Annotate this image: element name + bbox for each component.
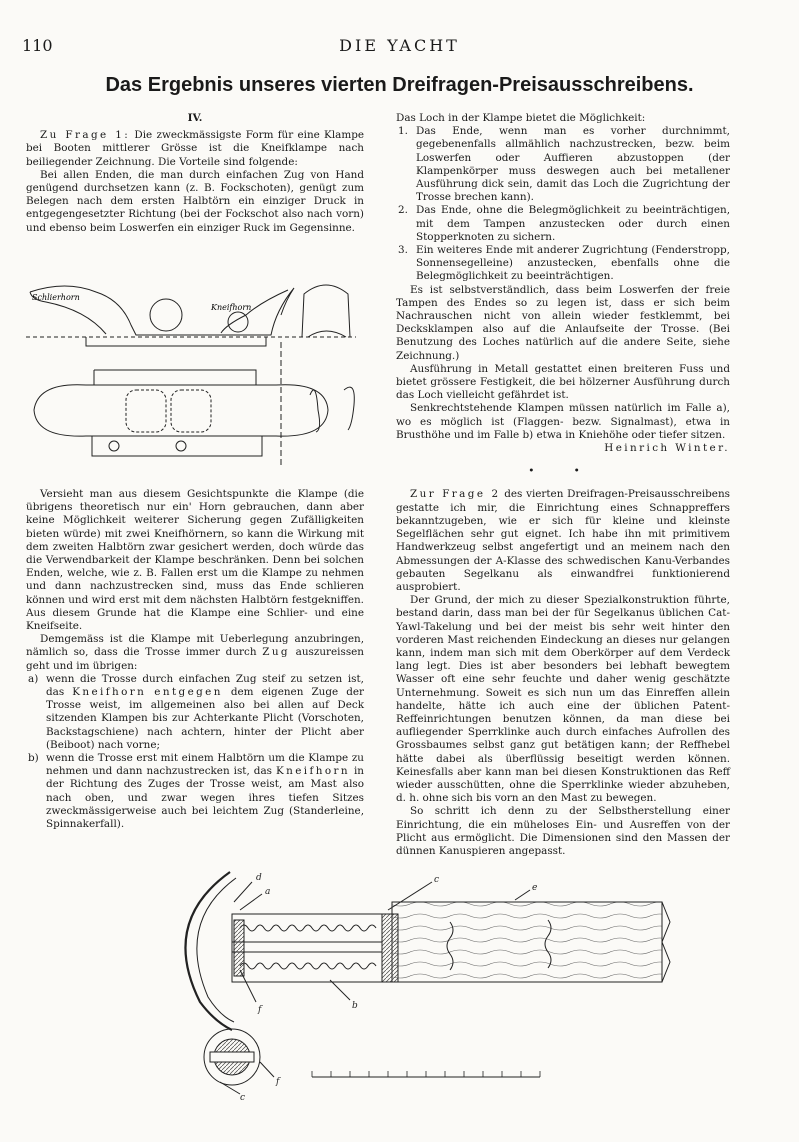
mounting-text-a: Demgemäss ist die Klampe mit Ueberlegung anzubringen, nämlich so, dass die Trosse immer durch	[26, 633, 364, 659]
reason-paragraph: Der Grund, der mich zu dieser Spezialkonstruktion führte, bestand darin, dass man bei der für Segelkanus üblichen Cat-Yawl-Takelung und bei der meist bis sehr weit hinter den vorderen Mast reichenden Eindeckung an dieses nur gelangen kann, indem man sich mit dem Oberkörper auf dem Verdeck lang legt. Dies ist aber besonders bei lebhaft bewegtem Wasser oft eine sehr feuchte und daher wenig geschätzte Unternehmung. Soweit es sich nun um das Einreffen allein handelte, hätte ich auch eine der üblichen Patent-Reffeinrichtungen benutzen können, da man diese bei aufliegender Sperrklinke auch durch einfaches Aufrollen des Grossbaumes selbst ganz gut betätigen kann; der Reffhebel hätte dabei als überflüssig beseitigt werden können. Keinesfalls aber kann man bei diesen Konstruktionen das Reff wieder ausschütten, ohne die Sperrklinke wieder abzuheben, d. h. ohne sich bis vorn an den Mast zu bewegen.	[396, 594, 730, 805]
hole-option-mark: 1.	[398, 125, 408, 138]
construction-paragraph: So schritt ich denn zu der Selbstherstellung einer Einrichtung, die ein müheloses Ein- und Ausreffen von der Plicht aus ermöglicht. Die Dimensionen sind den Massen der dünnen Kanuspieren angepasst.	[396, 805, 730, 857]
label-a: a	[265, 887, 271, 897]
case-a-kneifhorn: Kneifhorn	[72, 686, 147, 699]
hole-options-list	[396, 125, 730, 283]
hole-option	[396, 244, 730, 284]
running-title: DIE YACHT	[339, 36, 460, 55]
case-a	[26, 673, 364, 752]
article-headline: Das Ergebnis unseres vierten Dreifragen-Preisausschreibens.	[105, 74, 694, 96]
hole-option	[396, 125, 730, 204]
question-1-paragraph	[26, 129, 364, 169]
case-a-entgegen: entgegen	[154, 686, 223, 699]
page-number: 110	[22, 36, 53, 55]
question-1-label: Zu Frage 1:	[40, 129, 131, 142]
schlierhorn-label: Schlierhorn	[32, 293, 80, 302]
metal-paragraph: Ausführung in Metall gestattet einen breiteren Fuss und bietet grössere Festigkeit, die bei hölzerner Ausführung durch das Loch vielleicht gefährdet ist.	[396, 362, 730, 402]
label-d: d	[256, 873, 262, 883]
case-a-text-1: wenn die Trosse durch einfachen Zug steif zu setzen ist, das	[46, 672, 364, 699]
author-signature: Heinrich Winter.	[604, 442, 730, 455]
hole-option	[396, 204, 730, 244]
left-column-bottom	[26, 488, 364, 831]
vertical-cleats-paragraph: Senkrechtstehende Klampen müssen natürlich im Falle a), wo es möglich ist (Flaggen- bezw. Signalmast), etwa in Brusthöhe und im Falle b) etwa in Kniehöhe oder tiefer sitzen.	[396, 402, 730, 441]
label-c-2: c	[240, 1093, 246, 1102]
question-1-text: Die zweckmässigste Form für eine Klampe bei Booten mittlerer Grösse ist die Kneifklampe nach beiliegender Zeichnung. Die Vorteile sind folgende:	[26, 129, 364, 168]
case-b-text-1: wenn die Trosse erst mit einem Halbtörn um die Klampe zu nehmen und dann nachzustrecken ist, das	[46, 752, 364, 778]
mounting-text-b: auszureissen geht und im übrigen:	[26, 646, 364, 672]
label-c: c	[434, 875, 440, 885]
hole-intro: Das Loch in der Klampe bietet die Möglichkeit:	[396, 112, 646, 124]
hole-option-mark: 3.	[398, 244, 408, 257]
section-number: IV.	[187, 112, 203, 124]
left-column-top	[26, 112, 364, 235]
case-b	[26, 752, 364, 831]
mounting-zug: Zug	[262, 646, 290, 659]
two-horns-paragraph: Versieht man aus diesem Gesichtspunkte die Klampe (die übrigens theoretisch nur ein' Horn gebrauchen, dann aber keine Möglichkeit weiterer Sicherung gegen Zufälligkeiten bieten würde) mit zwei Kneifhörnern, so kann die Wirkung mit dem zweiten Halbtörn zwar gesichert werden, doch würde das die Verwendbarkeit der Klampe beschränken. Denn bei solchen Enden, welche, wie z. B. Fallen erst um die Klampe zu nehmen und dann nachzustrecken sind, muss das Ende schlieren können und wird erst mit dem nächsten Halbtörn festgekniffen. Aus diesem Grunde hat die Klampe eine Schlier- und eine Kneifseite.	[26, 488, 364, 633]
case-a-text-3: dem eigenen Zuge der Trosse weist, im allgemeinen also bei allen auf Deck sitzenden Klampen bis zur Achterkante Plicht (Vorschoten, Backstagschiene) nach achtern, hinter der Plicht aber (Beiboot) nach vorne;	[46, 686, 364, 751]
case-b-mark: b)	[28, 752, 39, 765]
advantages-paragraph: Bei allen Enden, die man durch einfachen Zug von Hand genügend durchsetzen kann (z. B. Fockschoten), genügt zum Belegen nach dem ersten Halbtörn ein einziger Druck in entgegengesetzter Richtung (bei der Fockschot also nach vorn) und ebenso beim Loswerfen ein einziger Ruck im Gegensinne.	[26, 168, 364, 234]
case-b-text-2: in der Richtung des Zuges der Trosse weist, am Mast also nach oben, und zwar wegen ihres tiefen Sitzes zweckmässigerweise auch bei leichtem Zug (Standerleine, Spinnakerfall).	[46, 765, 364, 831]
question-2-text: des vierten Dreifragen-Preisausschreibens gestatte ich mir, die Einrichtung eines Schnappreffers bekanntzugeben, wie er sich für kleine und kleinste Segelflächen sehr gut eignet. Ich habe ihn mit primitivem Handwerkzeug selbst angefertigt und an meinem nach den Abmessungen der A-Klasse des schwedischen Kanu-Verbandes gebauten Segelkanu als einwandfrei funktionierend ausprobiert.	[396, 488, 730, 593]
section-separator: • •	[528, 465, 598, 478]
reef-device-drawing	[170, 862, 690, 1102]
hole-option-text: Das Ende, wenn man es vorher durchnimmt, gegebenenfalls allmählich nachzustrecken, bezw. beim Loswerfen oder Auffieren abzustoppen (der Klampenkörper muss deswegen auch bei metallener Ausführung dick sein, damit das Loch die Zugrichtung der Trosse brechen kann).	[416, 125, 730, 204]
question-2-label: Zur Frage 2	[410, 488, 501, 501]
hole-option-text: Das Ende, ohne die Belegmöglichkeit zu beeinträchtigen, mit dem Tampen anzustecken oder durch einen Stopperknoten zu sichern.	[416, 204, 730, 243]
mounting-cases-list	[26, 673, 364, 831]
case-a-mark: a)	[28, 672, 39, 685]
kneifhorn-label: Kneifhorn	[211, 303, 252, 312]
label-b: b	[352, 1001, 358, 1011]
label-f-2: f	[276, 1077, 280, 1087]
label-e: e	[532, 883, 538, 893]
mounting-paragraph	[26, 633, 364, 673]
right-column	[396, 112, 730, 858]
case-b-kneifhorn: Kneifhorn	[275, 765, 350, 778]
label-f: f	[258, 1005, 262, 1015]
hole-option-mark: 2.	[398, 204, 408, 217]
loswerfen-paragraph: Es ist selbstverständlich, dass beim Loswerfen der freie Tampen des Endes so zu legen ist, dass er sich beim Nachrauschen nicht von allein wieder festklemmt, bei Decksklampen also auf die Anlaufseite der Trosse. (Bei Benutzung des Loches natürlich auf die andere Seite, siehe Zeichnung.)	[396, 283, 730, 362]
question-2-paragraph	[396, 488, 730, 594]
hole-option-text: Ein weiteres Ende mit anderer Zugrichtung (Fenderstropp, Sonnensegelleine) anzustecken, ebenfalls ohne die Belegmöglichkeit zu beeinträchtigen.	[416, 244, 730, 283]
cleat-drawing	[26, 270, 366, 465]
